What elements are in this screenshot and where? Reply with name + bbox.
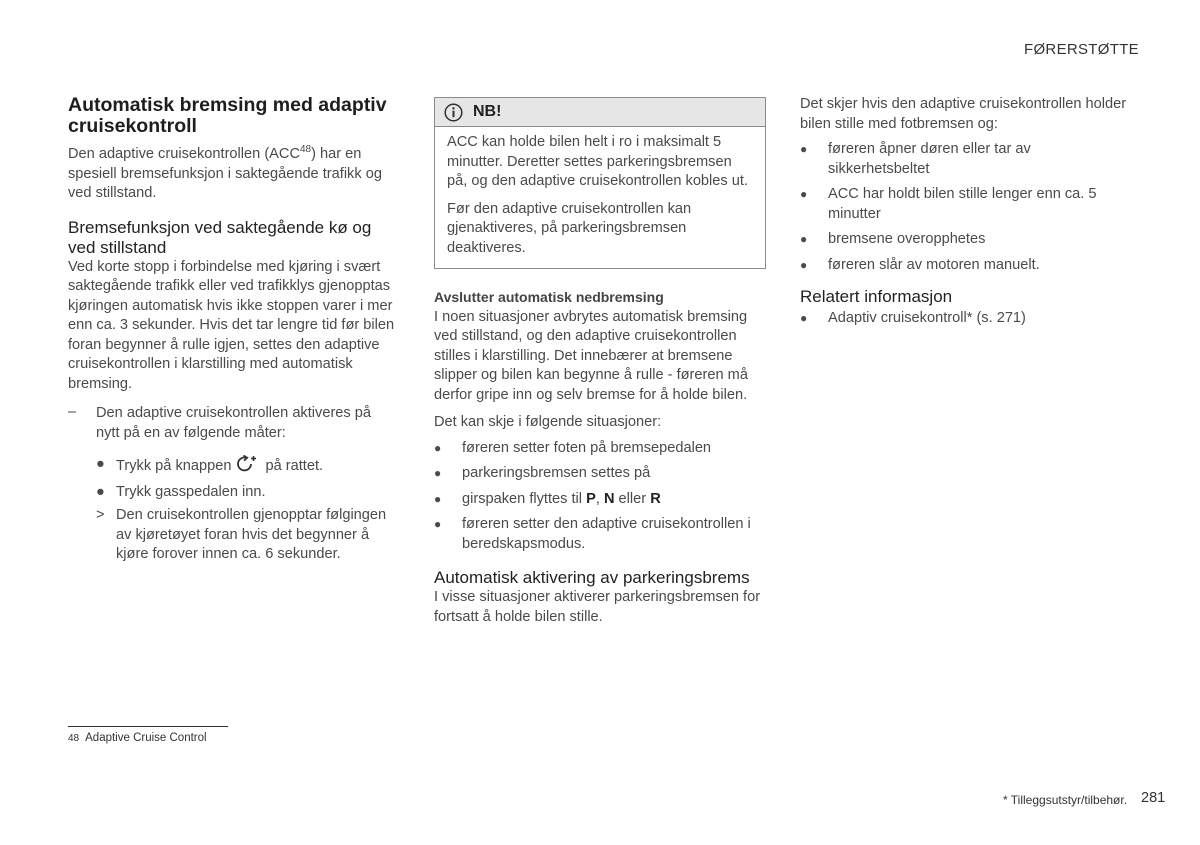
- list-item: [800, 256, 1130, 276]
- gear-n: N: [603, 490, 615, 507]
- intro-paragraph: [68, 145, 398, 204]
- body-paragraph: Det kan skje i følgende situasjoner:: [434, 414, 662, 430]
- list-item-text: føreren setter foten på bremsepedalen: [462, 439, 712, 456]
- bullet-marker: ●: [434, 491, 442, 506]
- column-middle: [434, 97, 766, 627]
- footnote: [68, 732, 207, 744]
- list-item: [434, 490, 766, 510]
- intro-text-b: ) har en spesiell bremsefunksjon i saktegående trafikk og ved stillstand.: [68, 146, 382, 201]
- resume-steering-button-icon: [235, 455, 257, 473]
- body-paragraph: I visse situasjoner aktiverer parkeringsbremsen for fortsatt å holde bilen stille.: [434, 589, 761, 625]
- result-text: Den cruisekontrollen gjenopptar følgingen av kjøretøyet foran hvis det begynner å kjøre forover innen ca. 6 sekunder.: [116, 507, 387, 562]
- related-link-item[interactable]: [800, 309, 1130, 329]
- note-label: NB!: [473, 103, 502, 120]
- list-item-text: føreren slår av motoren manuelt.: [828, 256, 1040, 273]
- option-item: [68, 455, 398, 477]
- note-header: [435, 98, 765, 127]
- list-item: [434, 515, 766, 554]
- list-item-text: bremsene overopphetes: [828, 231, 986, 247]
- page-title: Automatisk bremsing med adaptiv cruisekontroll: [68, 94, 387, 137]
- bullet-marker: ●: [96, 483, 105, 500]
- step-marker: –: [68, 404, 77, 420]
- footnote-number: 48: [68, 733, 80, 744]
- bullet-marker: ●: [434, 466, 442, 480]
- note-paragraph: Før den adaptive cruisekontrollen kan gjenaktiveres, på parkeringsbremsen deaktiveres.: [447, 200, 692, 256]
- bullet-marker: ●: [800, 257, 808, 272]
- list-item-text: parkeringsbremsen settes på: [462, 465, 651, 481]
- list-item-text: føreren setter den adaptive cruisekontrollen i beredskapsmodus.: [462, 516, 751, 552]
- intro-text-a: Den adaptive cruisekontrollen (ACC: [68, 146, 300, 162]
- bullet-marker: ●: [800, 232, 808, 246]
- bullet-marker: ●: [96, 456, 105, 472]
- option-item: [68, 483, 398, 503]
- related-link[interactable]: Adaptiv cruisekontroll* (s. 271): [828, 310, 1026, 326]
- column-right: [800, 95, 1130, 329]
- bullet-marker: ●: [800, 142, 808, 156]
- list-item-text: ACC har holdt bilen stille lenger enn ca. 5 minutter: [828, 186, 1097, 222]
- list-item-text: føreren åpner døren eller tar av sikkerhetsbeltet: [828, 141, 1031, 177]
- list-item: [800, 140, 1130, 179]
- result-item: [68, 506, 398, 565]
- note-body: [435, 127, 765, 268]
- footnote-divider: [68, 726, 228, 727]
- bullet-marker: ●: [434, 440, 442, 455]
- column-left: [68, 95, 398, 565]
- body-paragraph: I noen situasjoner avbrytes automatisk bremsing ved stillstand, og den adaptive cruisekontrollen stilles i klarstilling. Det innebærer at bremsene slipper og bilen kan begynne å rulle - føreren må derfor gripe inn og selv bremse for å holde bilen.: [434, 308, 748, 403]
- info-icon: [444, 103, 463, 129]
- page-number: 281: [1141, 790, 1166, 806]
- section-heading: Avslutter automatisk nedbremsing: [434, 289, 664, 305]
- gear-or: eller: [614, 490, 651, 507]
- section-heading: Automatisk aktivering av parkeringsbrems: [434, 568, 750, 587]
- bullet-marker: ●: [800, 311, 808, 325]
- list-item: [434, 439, 766, 459]
- bullet-marker: ●: [434, 517, 442, 531]
- body-paragraph: Det skjer hvis den adaptive cruisekontrollen holder bilen stille med fotbremsen og:: [800, 96, 1127, 132]
- footnote-ref[interactable]: 48: [300, 144, 312, 156]
- procedure-step: [68, 404, 398, 443]
- footer-note: * Tilleggsutstyr/tilbehør.: [1003, 793, 1128, 807]
- list-item: [800, 185, 1130, 224]
- body-paragraph: Ved korte stopp i forbindelse med kjøring i svært saktegående trafikk eller ved trafikklys gjenopptas kjøringen automatisk hvis ikke stoppen varer i mer enn ca. 3 sekunder. Hvis det tar lengre tid før bilen foran begynner å rulle igjen, settes den adaptive cruisekontrollen i klarstilling med automatisk bremsing.: [68, 258, 395, 392]
- gear-sep: ,: [595, 490, 604, 507]
- section-title: FØRERSTØTTE: [1024, 41, 1139, 58]
- gear-p: P: [586, 490, 596, 507]
- option1-text-a: Trykk på knappen: [116, 458, 232, 474]
- option1-text-b: på rattet.: [265, 458, 324, 474]
- footnote-text: Adaptive Cruise Control: [85, 732, 207, 744]
- step-text: Den adaptive cruisekontrollen aktiveres på nytt på en av følgende måter:: [96, 405, 372, 441]
- bullet-marker: ●: [800, 187, 808, 201]
- subsection-title: Bremsefunksjon ved saktegående kø og ved stillstand: [68, 217, 372, 257]
- list-item: [434, 464, 766, 484]
- option2-text: Trykk gasspedalen inn.: [116, 483, 266, 500]
- gear-text: girspaken flyttes til: [462, 490, 587, 507]
- note-box: [434, 97, 766, 269]
- gear-r: R: [650, 490, 661, 507]
- related-title: Relatert informasjon: [800, 287, 953, 306]
- result-marker: >: [96, 507, 105, 523]
- note-paragraph: ACC kan holde bilen helt i ro i maksimalt 5 minutter. Deretter settes parkeringsbremsen på, og den adaptive cruisekontrollen kobles ut.: [447, 134, 748, 189]
- list-item: [800, 230, 1130, 250]
